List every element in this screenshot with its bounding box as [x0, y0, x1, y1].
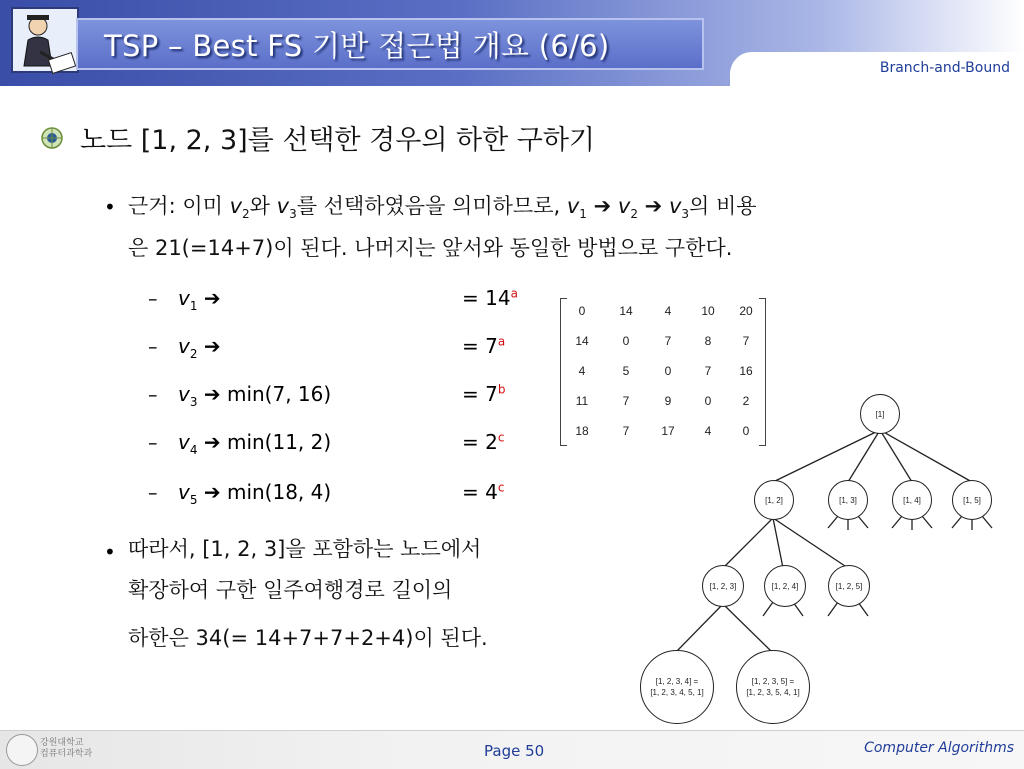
matrix-cell: 0 [664, 364, 672, 378]
matrix-cell: 0 [578, 304, 586, 318]
tree-node: [1, 3] [828, 480, 868, 520]
matrix-cell: 4 [664, 304, 672, 318]
matrix-cell: 20 [739, 304, 753, 318]
bullet-dot: • [104, 195, 116, 219]
bullet-dot: • [104, 540, 116, 564]
matrix-cell: 0 [742, 424, 750, 438]
page-number: Page 50 [484, 742, 545, 760]
row-result: = $7^b$ [462, 382, 506, 406]
matrix-cell: 0 [622, 334, 630, 348]
row-result: = $7^a$ [462, 334, 506, 358]
row-result: = $14^a$ [462, 286, 518, 310]
row-dash: – [148, 336, 158, 358]
matrix-cell: 4 [578, 364, 586, 378]
right-arrow-icon: ➔ [203, 382, 221, 406]
row-dash: – [148, 288, 158, 310]
row-result: = $2^c$ [462, 430, 505, 454]
page-title: TSP – Best FS 기반 접근법 개요 (6/6) [104, 29, 610, 63]
matrix-cell: 9 [664, 394, 672, 408]
matrix-cell: 7 [704, 364, 712, 378]
section-subtitle: Branch-and-Bound [879, 60, 1010, 76]
matrix-cell: 14 [575, 334, 589, 348]
row-expression: $v_2$ ➔ [178, 334, 221, 361]
row-expression: $v_1$ ➔ [178, 286, 221, 313]
university-seal-icon [6, 734, 38, 766]
globe-bullet-icon [40, 126, 64, 150]
row-expression: $v_5$ ➔ min(18, 4) [178, 480, 332, 507]
right-arrow-icon: ➔ [644, 194, 663, 218]
matrix-cell: 17 [661, 424, 675, 438]
row-expression: $v_4$ ➔ min(11, 2) [178, 430, 332, 457]
tree-node: [1, 5] [952, 480, 992, 520]
matrix-cell: 7 [622, 424, 630, 438]
conclusion-line-1: 따라서, [1, 2, 3]을 포함하는 노드에서 [128, 537, 482, 561]
right-arrow-icon: ➔ [203, 286, 221, 310]
row-dash: – [148, 482, 158, 504]
tree-node: [1, 2, 5] [828, 565, 870, 607]
matrix-cell: 4 [704, 424, 712, 438]
right-arrow-icon: ➔ [593, 194, 612, 218]
matrix-cell: 16 [739, 364, 753, 378]
tree-node-root: [1] [860, 394, 900, 434]
matrix-cell: 7 [742, 334, 750, 348]
slide-heading: 노드 [1, 2, 3]를 선택한 경우의 하한 구하기 [80, 125, 595, 156]
tree-node: [1, 2, 4] [764, 565, 806, 607]
tree-node: [1, 2] [754, 480, 794, 520]
matrix-cell: 7 [664, 334, 672, 348]
matrix-cell: 2 [742, 394, 750, 408]
matrix-cell: 18 [575, 424, 589, 438]
right-arrow-icon: ➔ [203, 430, 221, 454]
row-result: = $4^c$ [462, 480, 505, 504]
conclusion-line-3: 하한은 34(= 14+7+7+2+4)이 된다. [128, 626, 488, 650]
row-dash: – [148, 384, 158, 406]
conclusion-line-2: 확장하여 구한 일주여행경로 길이의 [128, 578, 453, 602]
tree-node: [1, 4] [892, 480, 932, 520]
basis-line-1: 근거: 이미 $v_2$와 $v_3$를 선택하였음을 의미하므로, $v_1$ ➔ $v_2$ ➔ $v_3$의 비용 [128, 194, 757, 222]
right-arrow-icon: ➔ [203, 334, 221, 358]
footer-school: 강원대학교 컴퓨터과학과 [40, 738, 93, 759]
matrix-cell: 10 [701, 304, 715, 318]
matrix-cell: 14 [619, 304, 633, 318]
row-dash: – [148, 432, 158, 454]
course-name: Computer Algorithms [864, 740, 1014, 756]
basis-line-2: 은 21(=14+7)이 된다. 나머지는 앞서와 동일한 방법으로 구한다. [128, 236, 733, 260]
row-expression: $v_3$ ➔ min(7, 16) [178, 382, 332, 409]
matrix-cell: 0 [704, 394, 712, 408]
tree-node: [1, 2, 3] [702, 565, 744, 607]
matrix-cell: 7 [622, 394, 630, 408]
tree-node-leaf: [1, 2, 3, 5] = [1, 2, 3, 5, 4, 1] [736, 650, 810, 724]
matrix-cell: 11 [575, 394, 589, 408]
state-space-tree [630, 390, 1024, 730]
right-arrow-icon: ➔ [203, 480, 221, 504]
professor-logo-icon [10, 6, 80, 74]
tree-node-leaf: [1, 2, 3, 4] = [1, 2, 3, 4, 5, 1] [640, 650, 714, 724]
matrix-cell: 5 [622, 364, 630, 378]
matrix-cell: 8 [704, 334, 712, 348]
